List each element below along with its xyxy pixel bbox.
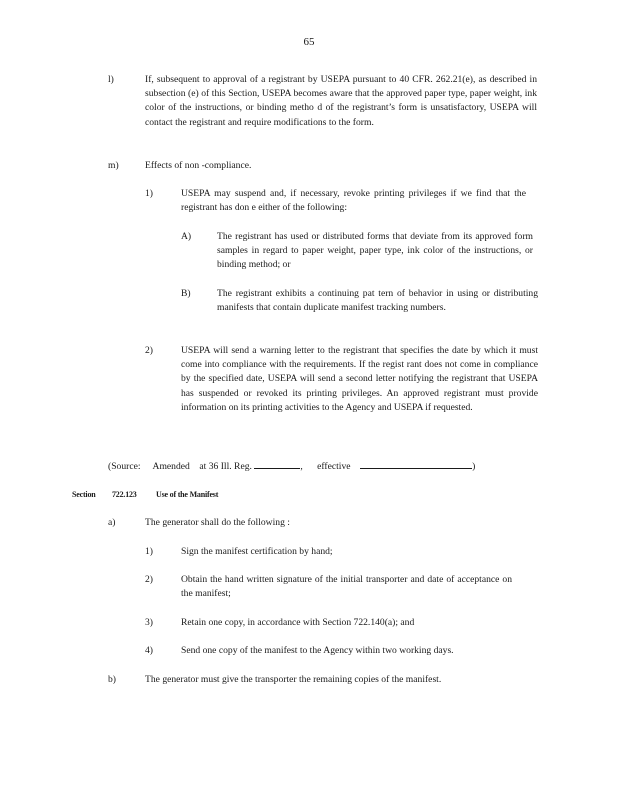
item-m2-text: USEPA will send a warning letter to the registrant that specifies the date by which it must come into compliance with the requirements. If the regist rant does not come in compliance by the specified date, USEPA will send a second letter notifying the registrant that USEPA has suspended or revoked its printing privileges. An approved registrant must provide information on its printing activities to the Agency and USEPA if requested. bbox=[181, 345, 538, 413]
source-at: at 36 Ill. Reg. bbox=[199, 461, 252, 472]
source-note bbox=[108, 458, 475, 474]
item-m1b-label: B) bbox=[181, 288, 191, 299]
source-close: ) bbox=[472, 461, 476, 472]
item-m2-label: 2) bbox=[145, 345, 153, 356]
item-l-text: If, subsequent to approval of a registrant by USEPA pursuant to 40 CFR. 262.21(e), as described in subsection (e) of this Section, USEPA becomes aware that the approved paper type, paper weight, ink color of the instructions, or binding metho d of the registrant’s form is unsatisfactory, USEPA will contact the registrant and require modifications to the form. bbox=[145, 74, 537, 128]
item-m1-label: 1) bbox=[145, 188, 153, 199]
section-title: Use of the Manifest bbox=[156, 490, 219, 499]
source-effective-blank bbox=[360, 458, 472, 469]
source-amended: Amended bbox=[152, 461, 190, 472]
item-m1a-text: The registrant has used or distributed forms that deviate from its approved form samples in regard to paper weight, paper type, ink color of the instructions, or binding method; or bbox=[217, 231, 533, 271]
item-a3-text: Retain one copy, in accordance with Section 722.140(a); and bbox=[181, 617, 415, 628]
section-number: 722.123 bbox=[112, 490, 137, 499]
section-label: Section bbox=[72, 490, 96, 499]
item-m1b-text: The registrant exhibits a continuing pat tern of behavior in using or distributing manifests that contain duplicate manifest tracking numbers. bbox=[217, 288, 538, 314]
item-a-label: a) bbox=[108, 517, 116, 528]
item-a3-label: 3) bbox=[145, 617, 153, 628]
item-m-label: m) bbox=[108, 160, 119, 171]
item-a-text: The generator shall do the following : bbox=[145, 517, 290, 528]
item-a1-text: Sign the manifest certification by hand; bbox=[181, 546, 333, 557]
source-open: (Source: bbox=[108, 461, 141, 472]
item-a2-label: 2) bbox=[145, 574, 153, 585]
source-effective: effective bbox=[317, 461, 351, 472]
item-a4-label: 4) bbox=[145, 645, 153, 656]
item-a4-text: Send one copy of the manifest to the Agency within two working days. bbox=[181, 645, 454, 656]
page-number: 65 bbox=[303, 36, 315, 48]
item-m-text: Effects of non -compliance. bbox=[145, 160, 252, 171]
item-b-label: b) bbox=[108, 674, 116, 685]
source-register-blank bbox=[254, 458, 300, 469]
item-l-label: l) bbox=[108, 74, 114, 85]
item-a1-label: 1) bbox=[145, 546, 153, 557]
source-comma: , bbox=[300, 461, 303, 472]
item-m1-text: USEPA may suspend and, if necessary, revoke printing privileges if we find that the registrant has don e either of the following: bbox=[181, 188, 526, 214]
item-a2-text: Obtain the hand written signature of the initial transporter and date of acceptance on the manifest; bbox=[181, 574, 512, 600]
item-b-text: The generator must give the transporter the remaining copies of the manifest. bbox=[145, 674, 442, 685]
item-m1a-label: A) bbox=[181, 231, 192, 242]
